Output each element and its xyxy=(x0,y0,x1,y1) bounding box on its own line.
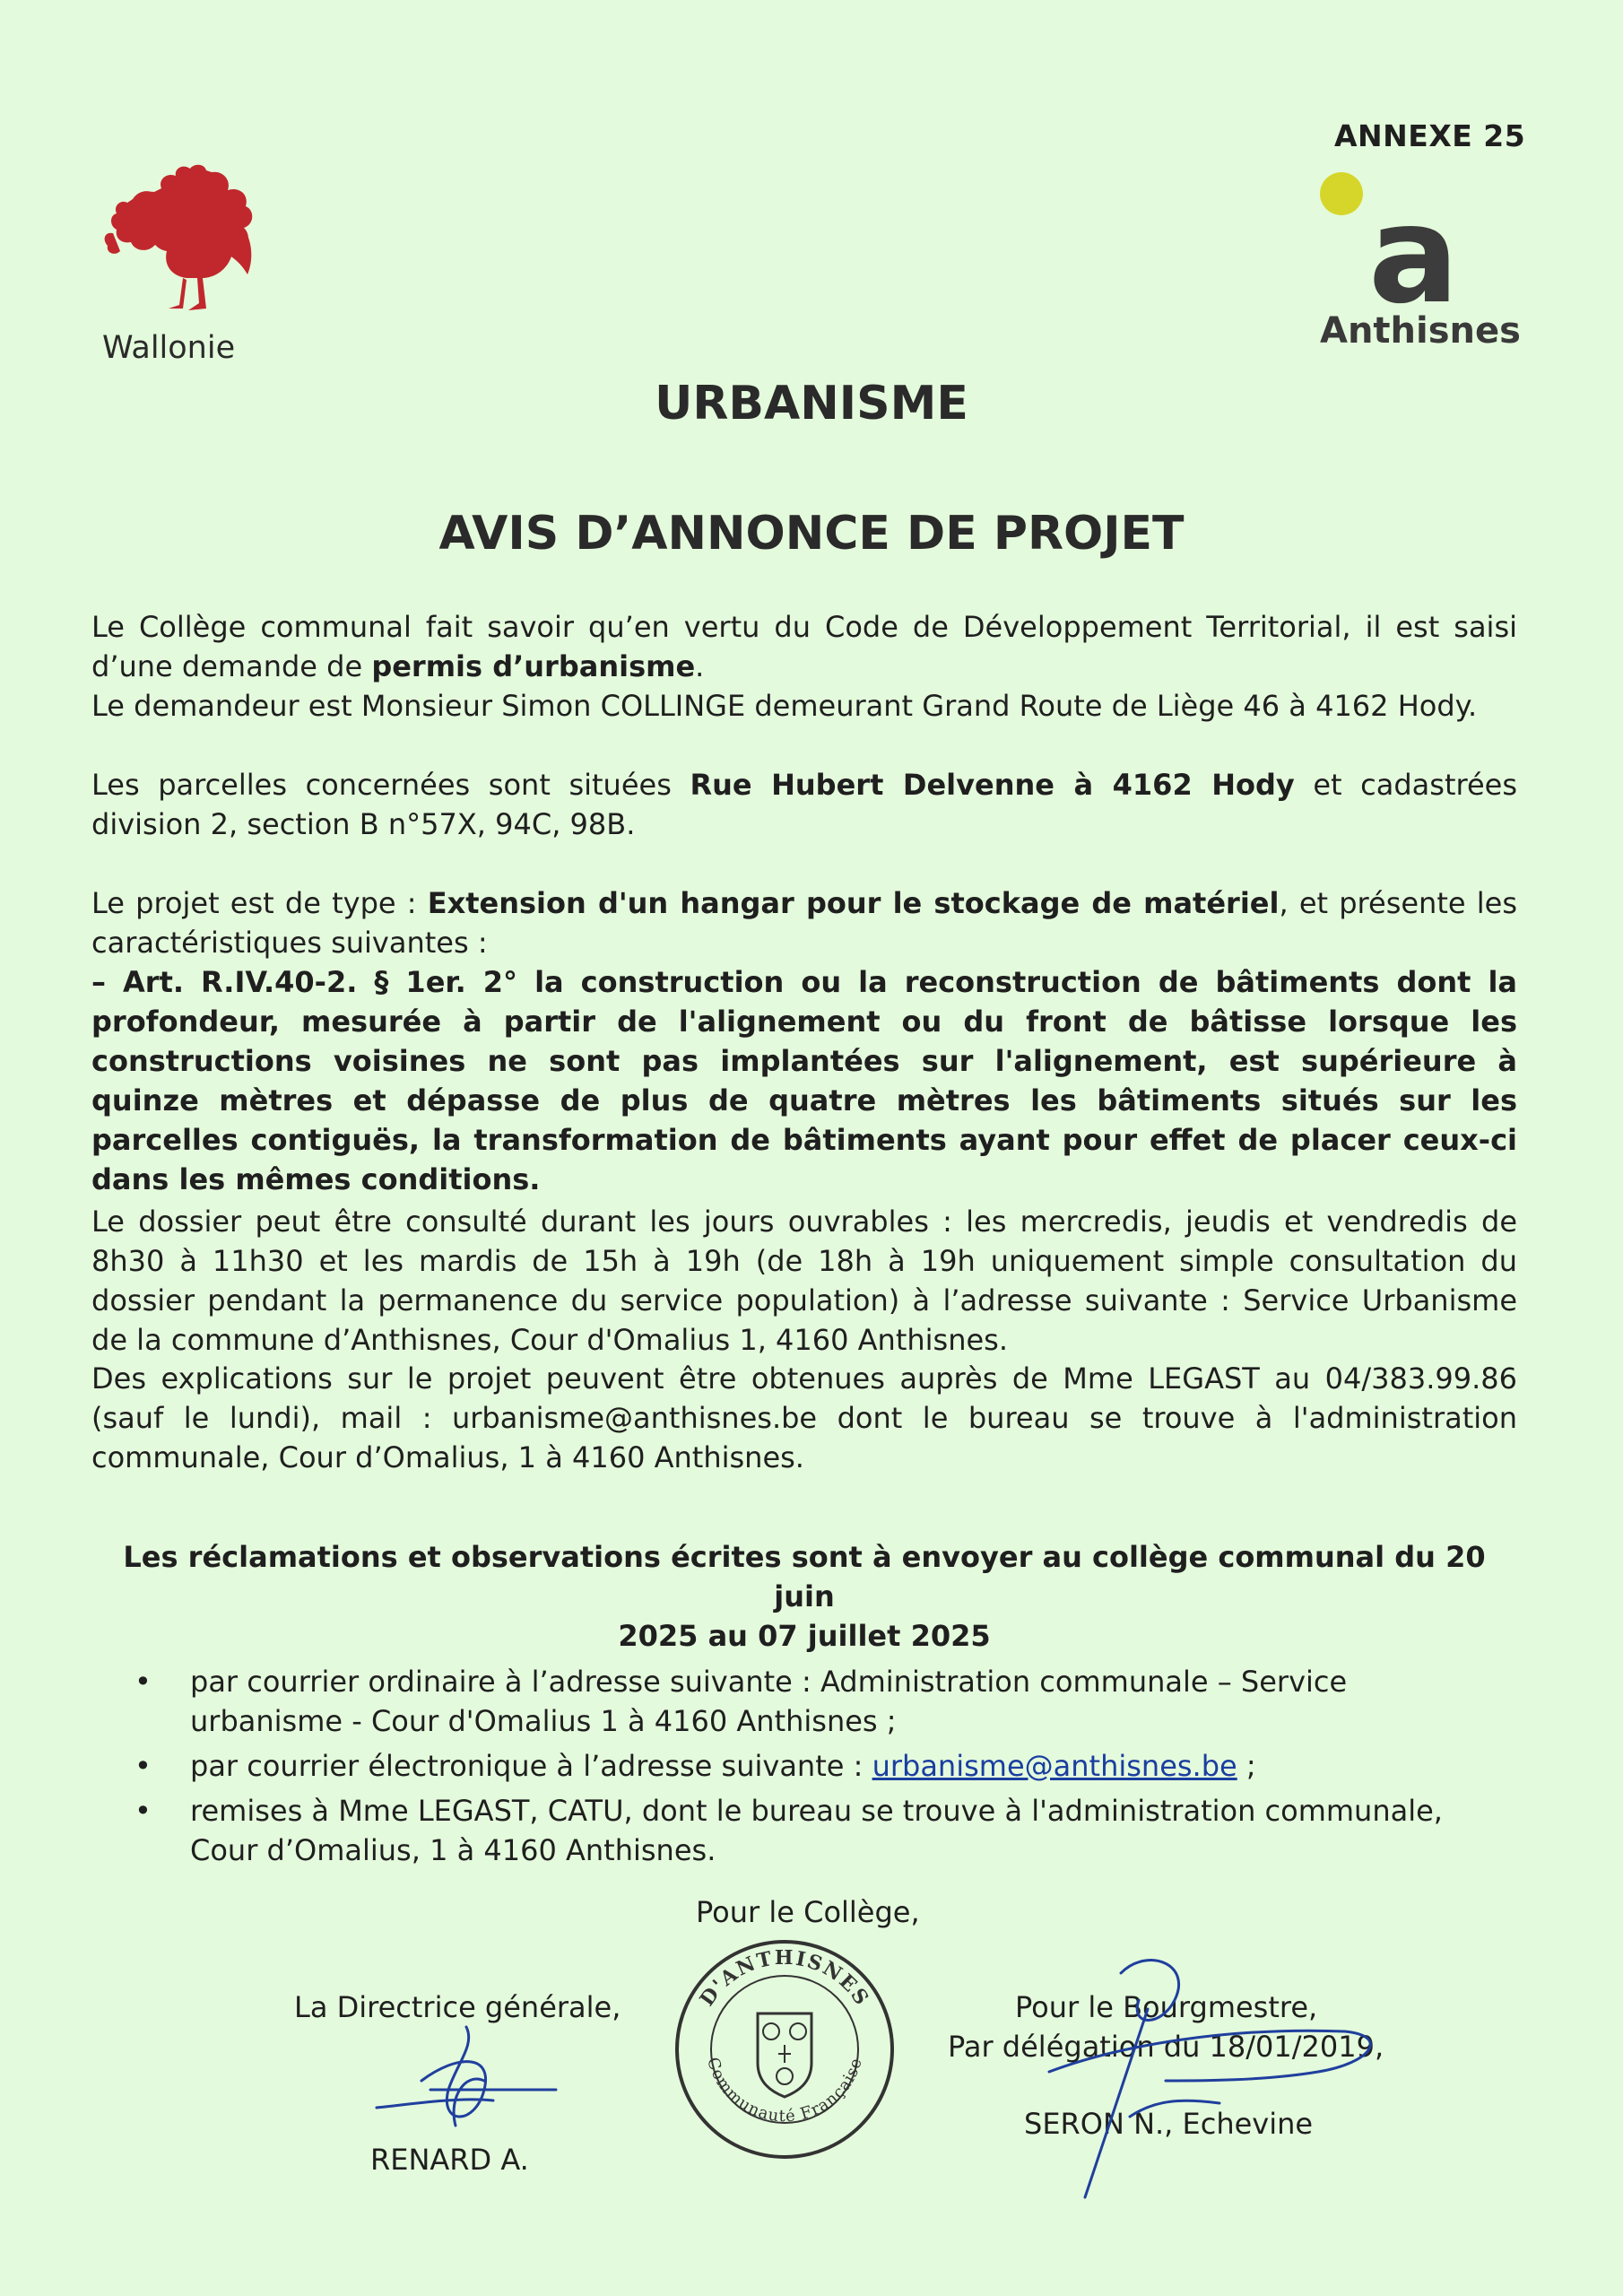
directrice-signature-icon xyxy=(359,2018,574,2144)
parcels-cadastre: et cadastrées division 2, section B n°57X, 94C, 98B. xyxy=(91,768,1518,841)
intro-end: . xyxy=(695,649,705,683)
claims-heading xyxy=(91,1537,1517,1656)
applicant-text: Le demandeur est Monsieur Simon COLLINGE demeurant Grand Route de Liège 46 à 4162 Hody. xyxy=(91,689,1478,723)
svg-text:Communauté Française: Communauté Française xyxy=(702,2055,866,2126)
svg-text:D'ANTHISNES: D'ANTHISNES xyxy=(695,1945,874,2011)
list-item xyxy=(135,1791,1506,1870)
echevine-signature-icon xyxy=(995,1946,1408,2206)
wallonie-label: Wallonie xyxy=(102,330,236,366)
list-item xyxy=(135,1662,1506,1741)
rooster-icon xyxy=(97,163,258,325)
claims-line-1: Les réclamations et observations écrites sont à envoyer au collège communal du 20 juin xyxy=(123,1540,1486,1613)
bullet-icon: • xyxy=(135,1749,152,1783)
directrice-name: RENARD A. xyxy=(370,2143,529,2177)
consultation-paragraph: Le dossier peut être consulté durant les jours ouvrables : les mercredis, jeudis et vendredis de 8h30 à 11h30 et les mardis de 15h à 19h (de 18h à 19h uniquement simple consultation du dossier pendant la permanence du service population) à l’adresse suivante : Service Urbanisme de la commune d’Anthisnes, Cour d'Omalius 1, 4160 Anthisnes. xyxy=(91,1205,1517,1357)
explanations-paragraph: Des explications sur le projet peuvent être obtenues auprès de Mme LEGAST au 04/383.99.86 (sauf le lundi), mail : urbanisme@anthisnes.be dont le bureau se trouve à l'administration communale, Cour d’Omalius, 1 à 4160 Anthisnes. xyxy=(91,1361,1517,1474)
article-text: – Art. R.IV.40-2. § 1er. 2° la construction ou la reconstruction de bâtiments dont la profondeur, mesurée à partir de l'alignement ou du front de bâtisse lorsque les constructions voisines ne sont pas implantées sur l'alignement, est supérieure à quinze mètres et dépasse de plus de quatre mètres les bâtiments situés sur les parcelles contiguës, la transformation de bâtiments ayant pour effet de placer ceux-ci dans les mêmes conditions. xyxy=(91,965,1517,1196)
page-title: URBANISME xyxy=(655,377,968,430)
directrice-label: La Directrice générale, xyxy=(294,1990,621,2024)
intro-text: Le Collège communal fait savoir qu’en vertu du Code de Développement Territorial, il est saisi d’une demande de xyxy=(91,610,1517,683)
parcels-paragraph xyxy=(91,765,1517,844)
project-text: Le projet est de type : xyxy=(91,886,428,920)
parcels-address: Rue Hubert Delvenne à 4162 Hody xyxy=(690,768,1295,802)
annex-number: ANNEXE 25 xyxy=(1334,118,1526,153)
svg-text:a: a xyxy=(1368,178,1460,319)
project-paragraph xyxy=(91,883,1517,1199)
project-end: , et présente les caractéristiques suivantes : xyxy=(91,886,1517,960)
claims-line-2: 2025 au 07 juillet 2025 xyxy=(618,1619,991,1653)
intro-paragraph xyxy=(91,607,1517,726)
echevine-name: SERON N., Echevine xyxy=(1024,2107,1314,2141)
parcels-text: Les parcelles concernées sont situées xyxy=(91,768,690,802)
permit-type: permis d’urbanisme xyxy=(371,649,696,683)
list-item-text: remises à Mme LEGAST, CATU, dont le bureau se trouve à l'administration communale, Cour d’Omalius, 1 à 4160 Anthisnes. xyxy=(190,1794,1443,1867)
email-link[interactable]: urbanisme@anthisnes.be xyxy=(872,1749,1237,1783)
anthisnes-label: Anthisnes xyxy=(1320,310,1521,352)
list-item-end: ; xyxy=(1237,1749,1256,1783)
list-item xyxy=(135,1746,1506,1786)
anthisnes-a-logo-icon xyxy=(1311,167,1472,319)
page-subtitle: AVIS D’ANNONCE DE PROJET xyxy=(438,507,1185,561)
official-stamp-icon xyxy=(664,1928,906,2170)
list-item-text: par courrier électronique à l’adresse suivante : xyxy=(190,1749,872,1783)
bullet-icon: • xyxy=(135,1794,152,1828)
submission-methods-list xyxy=(135,1662,1506,1875)
bullet-icon: • xyxy=(135,1665,152,1699)
bourgmestre-label: Pour le Bourgmestre, xyxy=(1015,1990,1318,2024)
project-type: Extension d'un hangar pour le stockage de matériel xyxy=(427,886,1280,920)
delegation-label: Par délégation du 18/01/2019, xyxy=(948,2030,1384,2064)
pour-college-label: Pour le Collège, xyxy=(696,1895,920,1929)
list-item-text: par courrier ordinaire à l’adresse suivante : Administration communale – Service urbanisme - Cour d'Omalius 1 à 4160 Anthisnes ; xyxy=(190,1665,1348,1738)
